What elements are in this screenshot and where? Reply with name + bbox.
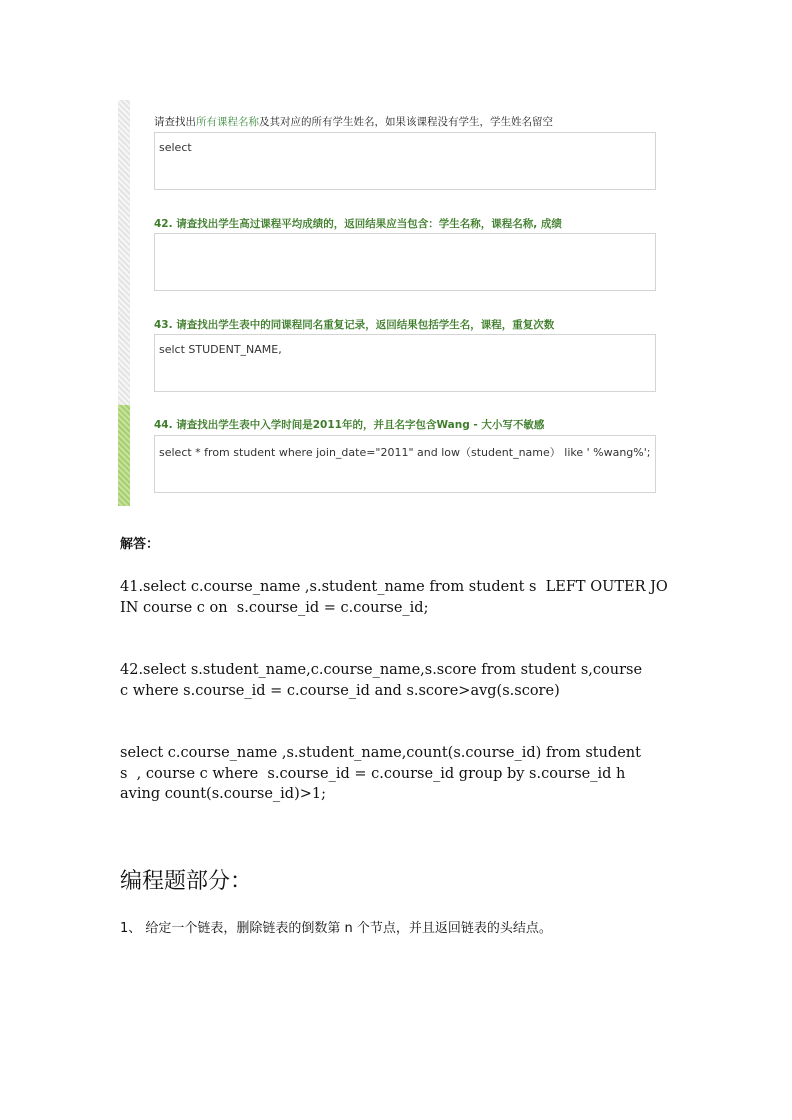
question-42-title: 42. 请查找出学生高过课程平均成绩的，返回结果应当包含：学生名称，课程名称, 成绩 — [154, 218, 562, 230]
decorative-green-strip — [118, 405, 130, 506]
question-43-answer-box[interactable]: selct STUDENT_NAME, — [154, 334, 656, 392]
question-41-title: 请查找出所有课程名称及其对应的所有学生姓名，如果该课程没有学生，学生姓名留空 — [154, 116, 553, 128]
question-42-answer-box[interactable] — [154, 233, 656, 291]
programming-question-1: 1、 给定一个链表，删除链表的倒数第 n 个节点，并且返回链表的头结点。 — [120, 921, 552, 936]
question-41-answer-box[interactable]: select — [154, 132, 656, 190]
question-43-title: 43. 请查找出学生表中的同课程同名重复记录，返回结果包括学生名，课程，重复次数 — [154, 319, 555, 331]
answer-43-sql: select c.course_name ,s.student_name,count(s.course_id) from student s , course c where s.course_id = c.course_id group by s.course_id h aving count(s.course_id)>1; — [120, 745, 641, 802]
programming-section-heading: 编程题部分： — [120, 869, 253, 894]
question-44-title: 44. 请查找出学生表中入学时间是2011年的，并且名字包含Wang - 大小写不敏感 — [154, 419, 545, 431]
answer-label: 解答： — [120, 537, 160, 552]
answer-41-sql: 41.select c.course_name ,s.student_name from student s LEFT OUTER JO IN course c on s.course_id = c.course_id; — [120, 579, 668, 616]
answer-42-sql: 42.select s.student_name,c.course_name,s.score from student s,course c where s.course_id = c.course_id and s.score>avg(s.score) — [120, 662, 643, 699]
quiz-screenshot — [118, 100, 678, 506]
question-44-answer-box[interactable]: select * from student where join_date="2011" and low（student_name） like ' %wang%'; — [154, 435, 656, 493]
